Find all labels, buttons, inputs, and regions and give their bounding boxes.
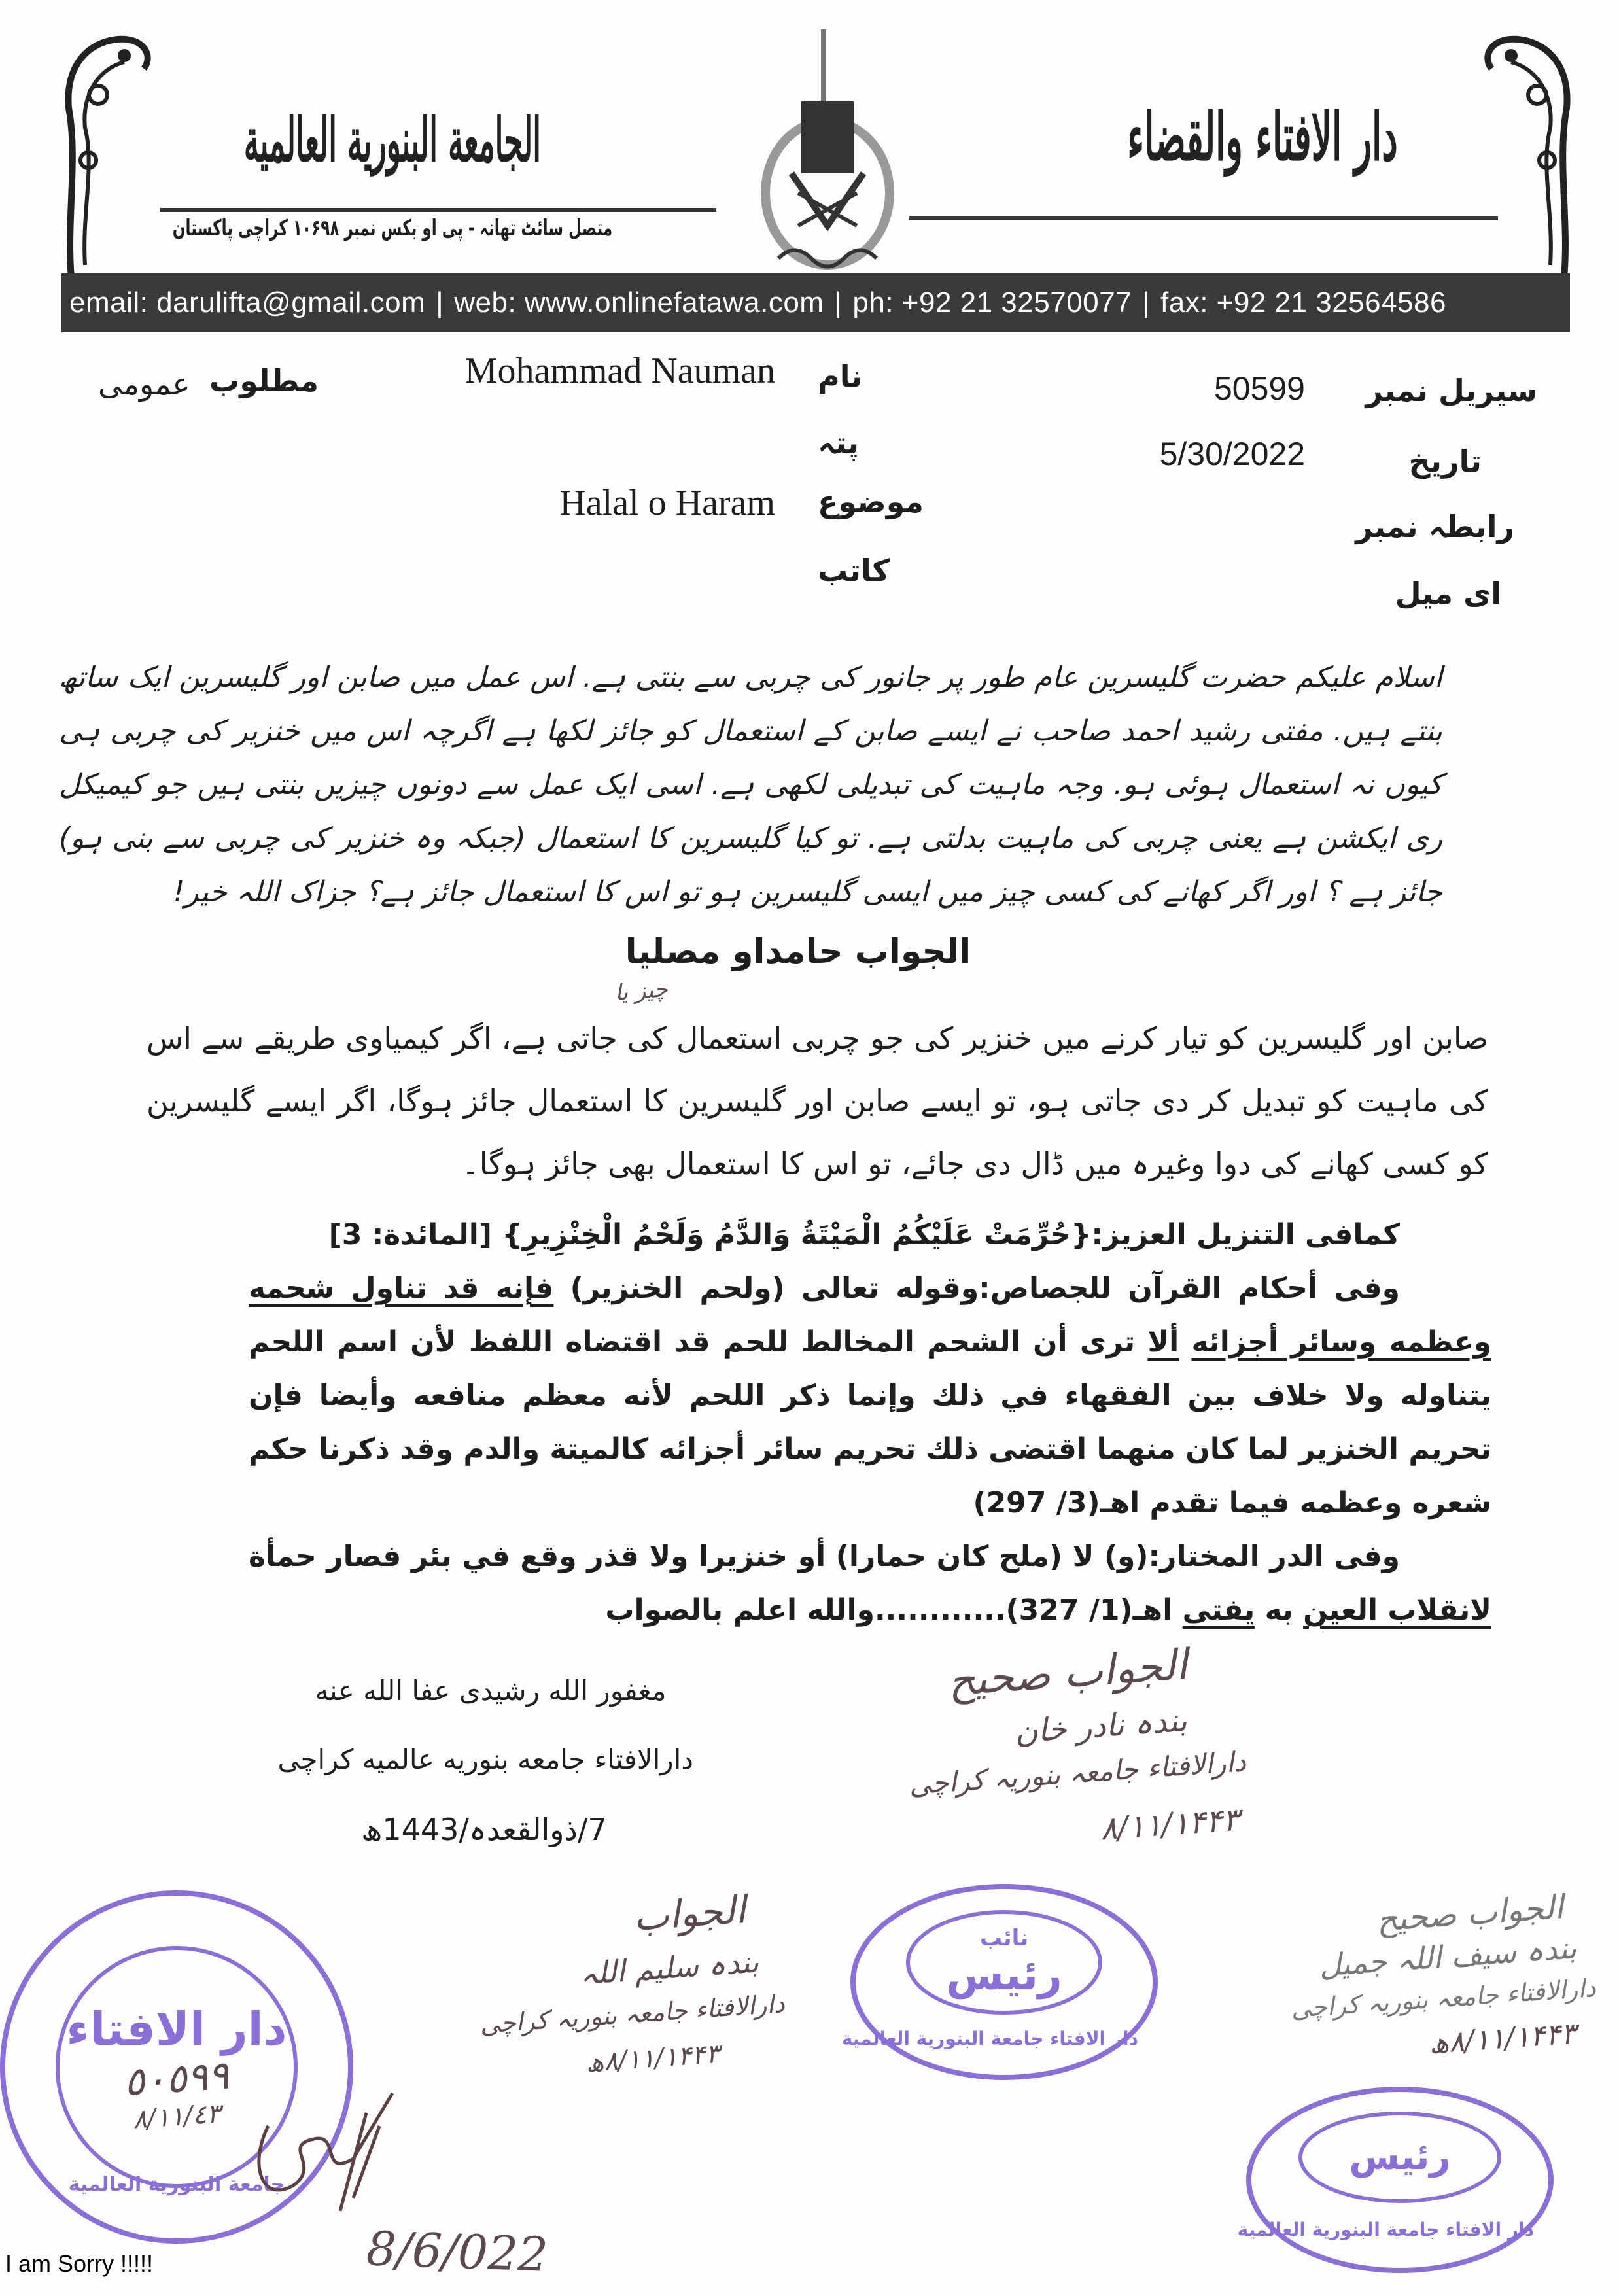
name-value: Mohammad Nauman	[464, 351, 775, 391]
durr-reference	[249, 1530, 1491, 1637]
fatwa-body	[59, 651, 1498, 1637]
jassas-text	[1179, 1325, 1191, 1359]
quran-reference: كمافى التنزيل العزيز:{حُرِّمَتْ عَلَيْكُمُ الْمَيْتَةُ وَالدَّمُ وَلَحْمُ الْخِنْزِيرِ} [المائدة: 3]	[328, 1218, 1400, 1251]
durr-underlined: يفتى	[1182, 1593, 1255, 1627]
contact-web[interactable]: web: www.onlinefatawa.com	[454, 287, 824, 319]
durr-text: به	[1255, 1593, 1304, 1627]
stamp-left-number: ٥٠٥٩٩	[122, 2052, 231, 2106]
durr-underlined: لانقلاب العين	[1303, 1593, 1491, 1627]
corner-ornament-right	[1478, 29, 1576, 291]
mufti-institution: دارالافتاء جامعه بنوریه عالمیه کراچی	[277, 1743, 693, 1775]
required-value: عمومی	[98, 366, 190, 402]
separator: |	[1142, 287, 1151, 319]
header-divider-right	[909, 216, 1498, 220]
durr-text: اهـ(1/ 327)............والله اعلم بالصواب	[605, 1593, 1183, 1627]
handwritten-date: 8/6/022	[365, 2221, 549, 2282]
stamp-center-subtitle: نائب	[979, 1925, 1029, 1951]
contact-label: رابطہ نمبر	[1355, 509, 1514, 544]
stamp-center-ring: دار الافتاء جامعة البنورية العالمية	[841, 2028, 1138, 2049]
contact-bar	[61, 273, 1570, 332]
handwritten-insert-row	[59, 978, 1498, 1007]
contact-fax: fax: +92 21 32564586	[1160, 287, 1446, 319]
answer-body: صابن اور گلیسرین کو تیار کرنے میں خنزیر کی جو چربی استعمال کی جاتی ہے، اگر کیمیاوی طریقے سے اس کی ماہیت کو تبدیل کر دی جاتی ہو، تو ایسے صابن اور گلیسرین کا استعمال جائز ہوگا، اگر ایسے گلیسرین کو کسی کھانے کی دوا وغیرہ میں ڈال دی جائے، تو اس کا استعمال بھی جائز ہوگا۔	[147, 1020, 1488, 1181]
stamp-center-title: رئیس	[946, 1951, 1062, 2000]
stamp-left-date: ٨/١١/٤٣	[131, 2098, 222, 2135]
jassas-text: وفى أحكام القرآن للجصاص:وقوله تعالى (ولحم الخنزير)	[553, 1272, 1400, 1305]
endorsement-1-date: ۸/۱۱/۱۴۴۳	[1099, 1801, 1241, 1848]
date-value: 5/30/2022	[1159, 436, 1305, 472]
endorsement-2-name: بندہ سلیم اللہ	[578, 1943, 760, 1992]
answer-heading: الجواب حامداو مصليا	[625, 932, 971, 971]
header-divider-left	[160, 208, 716, 212]
jassas-underlined: فإنه قد تناول شحمه وعظمه وسائر أجزائه	[249, 1272, 1491, 1359]
endorsement-2-title: الجواب	[631, 1887, 748, 1939]
department-name: دار الافتاء والقضاء	[1127, 98, 1398, 175]
institution-name: الجامعة البنورية العالمية	[243, 105, 542, 175]
contact-phone: ph: +92 21 32570077	[852, 287, 1132, 319]
contact-email[interactable]: email: darulifta@gmail.com	[69, 287, 426, 319]
endorsement-1-institution: دارالافتاء جامعہ بنوریہ کراچی	[907, 1745, 1247, 1801]
emblem-kaaba-quran-logo	[752, 29, 903, 278]
email-label: ای میل	[1395, 576, 1501, 611]
subject-value: Halal o Haram	[559, 483, 775, 523]
jassas-reference	[249, 1262, 1491, 1530]
durr-text: وفى الدر المختار:(و) لا (ملح كان حمارا) أو خنزيرا ولا قذر وقع في بئر فصار حمأة	[249, 1540, 1400, 1573]
arabic-references	[249, 1208, 1491, 1637]
stamp-right	[1237, 2087, 1554, 2273]
jassas-underlined: ألا	[1147, 1325, 1179, 1359]
handwritten-signature	[242, 2087, 412, 2218]
separator: |	[436, 287, 444, 319]
stamp-right-ring: دار الافتاء جامعة البنورية العالمية	[1237, 2219, 1534, 2240]
endorsement-2-date: ۸/۱۱/۱۴۴۳ھ	[584, 2038, 721, 2079]
handwritten-insert: چیز یا	[614, 976, 669, 1006]
stamp-left-ring: جامعة البنورية العالمية	[68, 2173, 285, 2196]
endorsement-3-institution: دارالافتاء جامعہ بنوریہ کراچی	[1289, 1973, 1597, 2024]
mufti-name: مغفور الله رشیدی عفا الله عنه	[315, 1675, 667, 1707]
writer-label: کاتب	[818, 553, 890, 588]
question-text: اسلام علیکم حضرت گلیسرین عام طور پر جانور کی چربی سے بنتی ہے. اس عمل میں صابن اور گلیسرین ایک ساتھ بنتے ہیں. مفتی رشید احمد صاحب نے ایسے صابن کے استعمال کو جائز لکھا ہے اگرچہ اس میں خنزیر کی چربی ہی کیوں نہ استعمال ہوئی ہو. وجہ ماہیت کی تبدیلی لکھی ہے. اسی ایک عمل سے دونوں چیزیں بنتی ہیں جو کیمیکل ری ایکشن ہے یعنی چربی کی ماہیت بدلتی ہے. تو کیا گلیسرین کا استعمال (جبکہ وہ خنزیر کی چربی سے بنی ہو) جائز ہے ؟ اور اگر کھانے کی کسی چیز میں ایسی گلیسرین ہو تو اس کا استعمال جائز ہے؟ جزاک اللہ خیر!	[59, 661, 1443, 909]
name-label: نام	[818, 358, 863, 394]
corner-ornament-left	[59, 29, 157, 291]
institution-address: متصل سائٹ تھانہ - پی او بکس نمبر ۱۰۶۹۸ کراچی پاکستان	[172, 215, 613, 241]
stamp-right-title: رئیس	[1349, 2136, 1451, 2178]
footer-note: I am Sorry !!!!!	[5, 2250, 154, 2277]
serial-label: سیریل نمبر	[1365, 373, 1537, 408]
stamp-center	[841, 1884, 1158, 2080]
endorsement-3	[1230, 1888, 1603, 2077]
endorsement-3-title: الجواب صحیح	[1375, 1888, 1565, 1939]
address-label: پتہ	[818, 425, 860, 461]
endorsement-1-title: الجواب صحیح	[946, 1641, 1189, 1706]
endorsement-1-name: بندہ نادر خان	[1013, 1701, 1189, 1751]
separator: |	[834, 287, 843, 319]
endorsement-2-institution: دارالافتاء جامعہ بنوریہ کراچی	[478, 1989, 786, 2040]
serial-value: 50599	[1213, 370, 1305, 407]
endorsement-3-name: بندہ سیف اللہ جمیل	[1317, 1930, 1578, 1983]
jassas-text: ترى أن الشحم المخالط للحم قد اقتضاه اللفظ لأن اسم اللحم يتناوله ولا خلاف بين الفقهاء في ذلك وإنما ذكر اللحم لأنه معظم منافعه وأيضا فإن تحريم الخنزير لما كان منهما اقتضى ذلك تحريم سائر أجزائه كالميتة والدم وقد ذكرنا حكم شعره وعظمه فيما تقدم اهـ(3/ 297)	[249, 1325, 1491, 1520]
endorsement-2	[419, 1887, 798, 2087]
endorsement-3-date: ۸/۱۱/۱۴۴۳ھ	[1427, 2017, 1578, 2061]
subject-label: موضوع	[818, 484, 924, 519]
hijri-date: 7/ذوالقعدہ/1443ھ	[361, 1812, 607, 1847]
date-label: تاریخ	[1408, 444, 1482, 479]
required-label: مطلوب	[209, 363, 319, 398]
endorsement-1	[821, 1641, 1266, 1871]
stamp-left-title: دار الافتاء	[66, 2002, 287, 2056]
